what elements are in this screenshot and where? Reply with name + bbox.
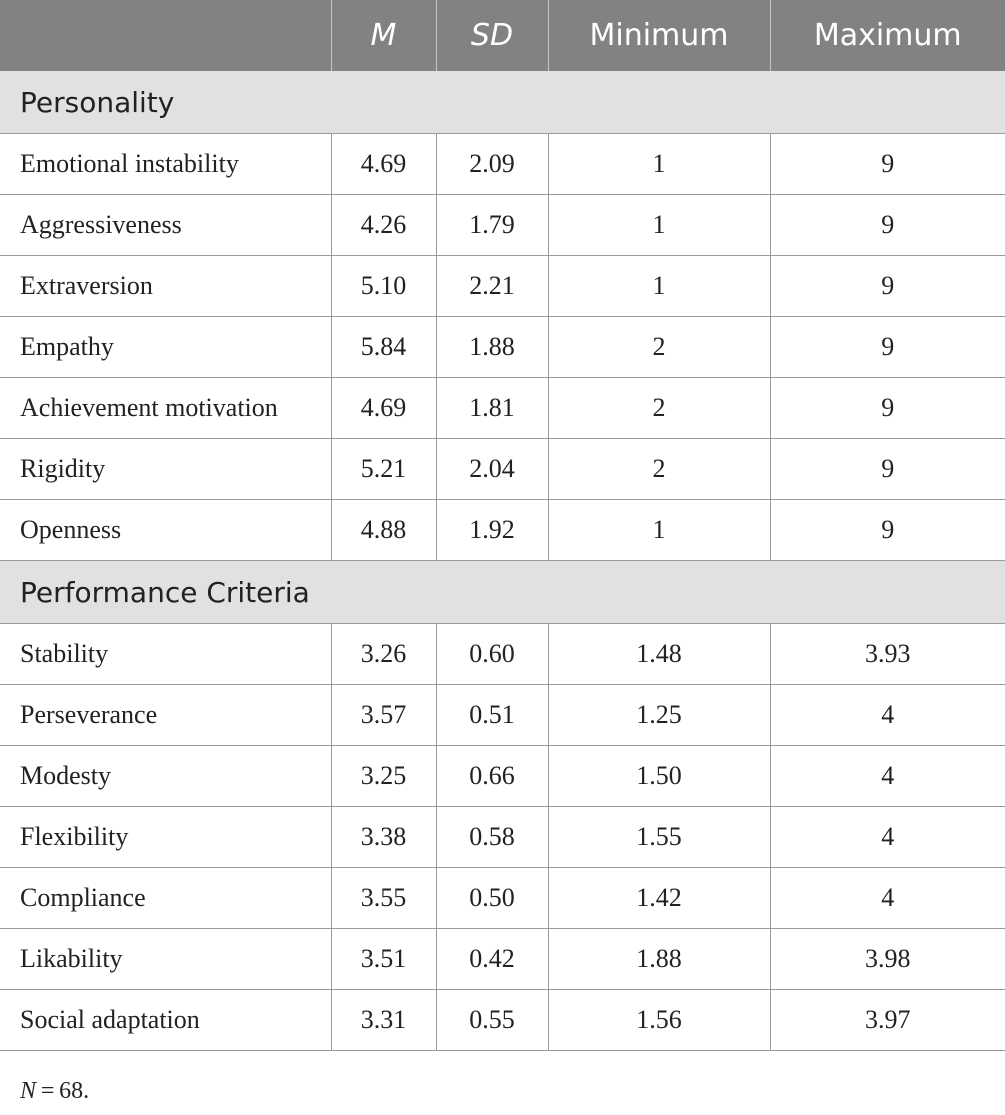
cell-mean: 5.84	[331, 317, 436, 378]
table-row	[0, 990, 1005, 1051]
cell-mean: 4.69	[331, 134, 436, 195]
row-label: Social adaptation	[0, 990, 331, 1051]
cell-maximum: 3.93	[770, 624, 1005, 685]
row-label: Rigidity	[0, 439, 331, 500]
sample-size-symbol: N	[20, 1078, 37, 1104]
cell-minimum: 1	[548, 256, 770, 317]
table-row	[0, 929, 1005, 990]
cell-minimum: 1	[548, 134, 770, 195]
cell-sd: 2.21	[436, 256, 548, 317]
cell-mean: 4.88	[331, 500, 436, 561]
table-row	[0, 378, 1005, 439]
cell-maximum: 9	[770, 256, 1005, 317]
cell-minimum: 2	[548, 317, 770, 378]
cell-mean: 3.26	[331, 624, 436, 685]
row-label: Perseverance	[0, 685, 331, 746]
section-row-performance-criteria	[0, 561, 1005, 624]
cell-maximum: 9	[770, 500, 1005, 561]
cell-sd: 1.92	[436, 500, 548, 561]
cell-minimum: 1.25	[548, 685, 770, 746]
header-label-column	[0, 0, 331, 71]
row-label: Flexibility	[0, 807, 331, 868]
cell-mean: 5.10	[331, 256, 436, 317]
table-row	[0, 439, 1005, 500]
row-label: Extraversion	[0, 256, 331, 317]
table-row	[0, 685, 1005, 746]
cell-maximum: 4	[770, 807, 1005, 868]
row-label: Empathy	[0, 317, 331, 378]
cell-maximum: 4	[770, 746, 1005, 807]
table-row	[0, 317, 1005, 378]
cell-minimum: 1	[548, 500, 770, 561]
cell-maximum: 9	[770, 195, 1005, 256]
header-minimum: Minimum	[548, 0, 770, 71]
table-row	[0, 134, 1005, 195]
row-label: Compliance	[0, 868, 331, 929]
header-mean: M	[331, 0, 436, 71]
sample-size-value: = 68.	[36, 1078, 90, 1104]
section-title: Performance Criteria	[0, 561, 1005, 624]
table-row	[0, 500, 1005, 561]
cell-sd: 0.60	[436, 624, 548, 685]
table-header	[0, 0, 1005, 71]
cell-sd: 0.50	[436, 868, 548, 929]
cell-maximum: 9	[770, 317, 1005, 378]
cell-mean: 3.51	[331, 929, 436, 990]
row-label: Modesty	[0, 746, 331, 807]
cell-minimum: 1	[548, 195, 770, 256]
table-footnote	[20, 1078, 89, 1105]
table-row	[0, 868, 1005, 929]
section-title: Personality	[0, 71, 1005, 134]
row-label: Stability	[0, 624, 331, 685]
cell-mean: 3.38	[331, 807, 436, 868]
cell-sd: 0.55	[436, 990, 548, 1051]
cell-mean: 5.21	[331, 439, 436, 500]
cell-maximum: 3.98	[770, 929, 1005, 990]
cell-sd: 0.42	[436, 929, 548, 990]
row-label: Emotional instability	[0, 134, 331, 195]
table-row	[0, 624, 1005, 685]
cell-sd: 0.66	[436, 746, 548, 807]
cell-sd: 1.88	[436, 317, 548, 378]
cell-minimum: 1.56	[548, 990, 770, 1051]
cell-mean: 3.57	[331, 685, 436, 746]
cell-minimum: 1.55	[548, 807, 770, 868]
cell-sd: 0.51	[436, 685, 548, 746]
cell-maximum: 9	[770, 134, 1005, 195]
cell-mean: 3.25	[331, 746, 436, 807]
cell-mean: 4.69	[331, 378, 436, 439]
cell-maximum: 3.97	[770, 990, 1005, 1051]
cell-sd: 1.79	[436, 195, 548, 256]
table-body	[0, 71, 1005, 1051]
section-row-personality	[0, 71, 1005, 134]
cell-maximum: 4	[770, 685, 1005, 746]
cell-minimum: 2	[548, 439, 770, 500]
cell-mean: 4.26	[331, 195, 436, 256]
cell-minimum: 1.50	[548, 746, 770, 807]
table-row	[0, 256, 1005, 317]
cell-sd: 1.81	[436, 378, 548, 439]
row-label: Likability	[0, 929, 331, 990]
row-label: Aggressiveness	[0, 195, 331, 256]
cell-minimum: 1.88	[548, 929, 770, 990]
cell-minimum: 1.42	[548, 868, 770, 929]
cell-sd: 2.04	[436, 439, 548, 500]
row-label: Openness	[0, 500, 331, 561]
cell-mean: 3.55	[331, 868, 436, 929]
header-maximum: Maximum	[770, 0, 1005, 71]
cell-maximum: 4	[770, 868, 1005, 929]
cell-minimum: 1.48	[548, 624, 770, 685]
cell-sd: 2.09	[436, 134, 548, 195]
row-label: Achievement motivation	[0, 378, 331, 439]
cell-maximum: 9	[770, 439, 1005, 500]
cell-minimum: 2	[548, 378, 770, 439]
cell-mean: 3.31	[331, 990, 436, 1051]
table-row	[0, 807, 1005, 868]
header-row	[0, 0, 1005, 71]
header-sd: SD	[436, 0, 548, 71]
cell-maximum: 9	[770, 378, 1005, 439]
table-row	[0, 195, 1005, 256]
cell-sd: 0.58	[436, 807, 548, 868]
table-row	[0, 746, 1005, 807]
